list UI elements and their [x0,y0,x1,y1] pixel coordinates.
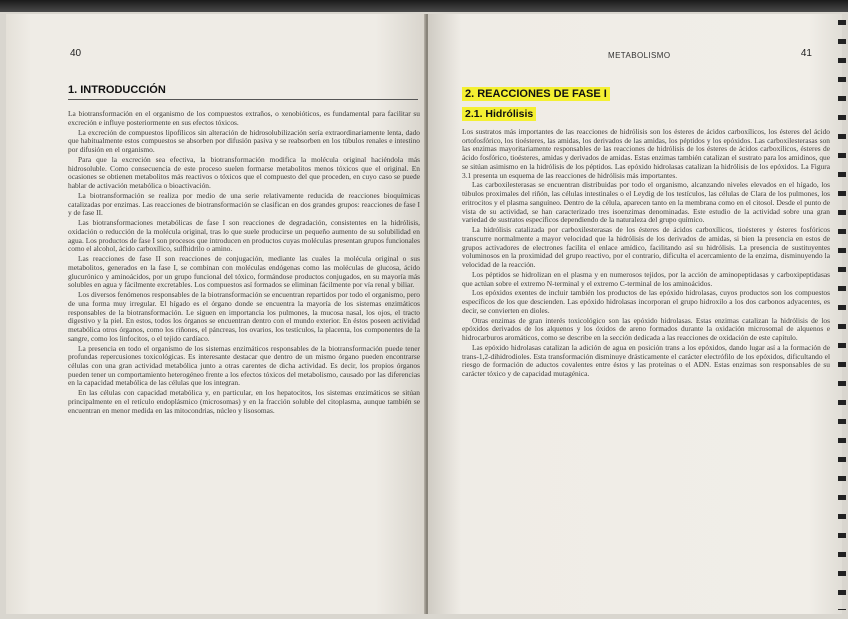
paragraph: Los sustratos más importantes de las reacciones de hidrólisis son los ésteres de ácidos carboxílicos, los ésteres del ácido ortofosfórico, los tioésteres, las amidas, los derivados de las amidas, los péptidos y los epóxidos. Las carboxilesterasas son las enzimas mayoritariamente responsables de las reacciones de hidrólisis de los ésteres de ácidos carboxílicos, ésteres de ácido fosfórico, tioésteres, amidas y derivados de amidas. Estas enzimas también catalizan el sustrato para los amidinos, que se sitúan asimismo en la hidrólisis de los péptidos. Las epóxido hidrolasas catalizan la hidrólisis de los epóxidos. La Figura 3.1 presenta un esquema de las reacciones de hidrólisis más importantes. [462,128,830,180]
highlighted-heading: 2. REACCIONES DE FASE I [462,87,610,101]
paragraph: Los diversos fenómenos responsables de la biotransformación se encuentran repartidos por todo el organismo, pero de una forma muy irregular. El hígado es el órgano donde se encuentra la mayoría de los sistemas enzimáticos responsables de la biotransformación. Le siguen en importancia los pulmones, la mucosa nasal, los ojos, el tracto digestivo y la piel. En estos, todos los órganos se encuentran dentro con el mundo exterior. En éstos poseen actividad metabólica otros órganos, como los riñones, el páncreas, los ovarios, los testículos, la placenta, los componentes de la sangre, como los linfocitos, o el tejido cardíaco. [68,290,420,343]
paragraph: Las biotransformaciones metabólicas de fase I son reacciones de degradación, consistentes en la hidrólisis, oxidación o reducción de la molécula original, tras lo que suele producirse un pequeño aumento de su solubilidad en agua. Los productos de fase I son procesos que introducen en productos cuyas moléculas presentan grupos funcionales como el alcohol, ácido carboxílico, sulfhidrilo o amino. [68,218,420,254]
paragraph: Las carboxilesterasas se encuentran distribuidas por todo el organismo, alcanzando niveles elevados en el hígado, los túbulos proximales del riñón, las células intestinales o el Leydig de los testículos, las células de Clara de los pulmones, los eritrocitos y el plasma sanguíneo. Dentro de la célula, aparecen tanto en la membrana como en el citosol. Desde el punto de vista de su actividad, se han caracterizado tres isoenzimas denominadas. Este estudio de la actividad sobre una gran variedad de sustratos específicos dependiendo de la naturaleza del grupo químico. [462,180,830,225]
paragraph: En las células con capacidad metabólica y, en particular, en los hepatocitos, los sistemas enzimáticos se sitúan principalmente en el retículo endoplásmico (microsomas) y en la fracción soluble del citoplasma, aunque también se encuentran en menor medida en las mitocondrias, núcleo y lisosomas. [68,388,420,415]
paragraph: Para que la excreción sea efectiva, la biotransformación modifica la molécula original haciéndola más hidrosoluble. Como consecuencia de este proceso suelen formarse metabolitos menos tóxicos que el original. En ocasiones se obtienen metabolitos más reactivos o tóxicos que el compuesto del que proceden, en cuyo caso se puede hablar de activación metabólica o bioactivación. [68,154,420,190]
paragraph: Los péptidos se hidrolizan en el plasma y en numerosos tejidos, por la acción de aminopeptidasas y carboxipeptidasas que actúan sobre el extremo N-terminal y el extremo C-terminal de los aminoácidos. [462,269,830,288]
page-number-right: 41 [800,48,812,59]
left-body-text [68,110,420,614]
section-heading-introduccion: 1. INTRODUCCIÓN [68,84,166,96]
paragraph: La hidrólisis catalizada por carboxilesterasas de los ésteres de ácidos carboxílicos, tioésteres y ésteres fosfóricos transcurre normalmente a mayor velocidad que la hidrólisis de los derivados de amidas, si bien la presencia en estos de grupos activadores de electrones facilita el enlace amídico, facilitando así su hidrólisis. La presencia de sustituyentes voluminosos en la proximidad del grupo reactivo, por el contrario, dificulta el acercamiento de la enzima, disminuyendo la velocidad de la reacción. [462,225,830,269]
highlighted-subheading: 2.1. Hidrólisis [462,107,536,121]
right-page [428,14,842,614]
scan-edge-marks [838,20,846,610]
paragraph: La biotransformación en el organismo de los compuestos extraños, o xenobióticos, es fundamental para facilitar su excreción e influye posteriormente en sus efectos tóxicos. [68,110,420,127]
paragraph: La excreción de compuestos lipofílicos sin alteración de hidrosolubilización sería extraordinariamente lenta, dado que habitualmente estos compuestos se absorben por difusión pasiva y se reabsorben en los túbulos renales e intestino por difusión en el organismo. [68,127,420,154]
section-heading-reacciones-fase-1 [462,88,610,100]
left-page [6,14,426,614]
page-number-left: 40 [70,48,82,59]
subsection-heading-hidrolisis [462,108,536,120]
running-head: METABOLISMO [608,51,671,60]
heading-rule [68,99,418,100]
paragraph: La presencia en todo el organismo de los sistemas enzimáticos responsables de la biotransformación puede tener profundas repercusiones toxicológicas. Es interesante destacar que dentro de un mismo órgano pueden encontrarse células con una gran actividad metabólica junto a otras carentes de dicha actividad. Es decir, los propios órganos pueden tener un comportamiento heterogéneo frente a los efectos tóxicos del metabolismo, causado por las diferencias en la capacidad metabólica de las células que los integran. [68,343,420,388]
paragraph: Otras enzimas de gran interés toxicológico son las epóxido hidrolasas. Estas enzimas catalizan la hidrólisis de los epóxidos derivados de los alquenos y los óxidos de areno formados durante la oxidación microsomal de alquenos e hidrocarburos aromáticos, como se describe en la sección dedicada a las reacciones de oxidación de este capítulo. [462,315,830,343]
paragraph: La biotransformación se realiza por medio de una serie relativamente reducida de reacciones bioquímicas catalizadas por enzimas. Las reacciones de biotransformación se clasifican en dos grandes grupos: reacciones de fase I y de fase II. [68,190,420,218]
paragraph: Los epóxidos exentes de incluir también los productos de las epóxido hidrolasas, cuyos productos son los compuestos específicos de los que descienden. Las epóxido hidrolasas incorporan el grupo hidroxilo a los dos carbonos adyacentes, es decir, se convierten en dioles. [462,288,830,315]
right-body-text [462,128,830,568]
paragraph: Las reacciones de fase II son reacciones de conjugación, mediante las cuales la molécula original o sus metabolitos, generados en la fase I, se combinan con moléculas endógenas como las moléculas de glucosa, ácido glucurónico y aminoácidos, por un grupo funcional del tóxico, formándose productos conjugados, en su mayoría más solubles en agua y fácilmente excretables. Los compuestos así formados se eliminan fácilmente por vía renal y biliar. [68,254,420,290]
paragraph: Las epóxido hidrolasas catalizan la adición de agua en posición trans a los epóxidos, dando lugar así a la formación de trans-1,2-dihidrodioles. Esta transformación disminuye drásticamente el carácter electrófilo de los epóxidos, dificultando el riesgo de formación de aductos covalentes entre éstos y las proteínas o el ADN. Estas enzimas son responsables de su carácter tóxico y de capacidad mutagénica. [462,343,830,379]
scan-top-edge [0,0,848,12]
